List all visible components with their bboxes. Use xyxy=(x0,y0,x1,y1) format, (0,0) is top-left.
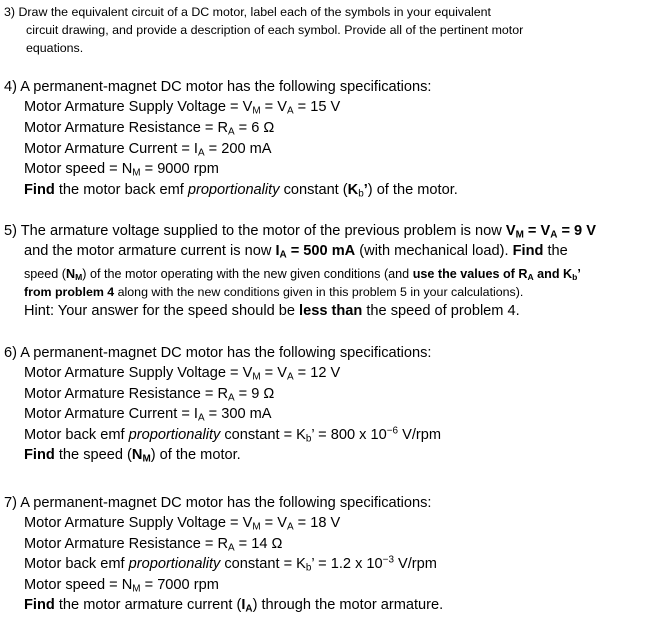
problem-7-find: Find the motor armature current $(I_A)$ through the motor armature. xyxy=(24,597,444,615)
problem-4-intro: 4) A permanent-magnet DC motor has the following specifications: xyxy=(4,79,432,95)
spec-supply-voltage: Motor Armature Supply Voltage = $V_M = V_A = 18$ V xyxy=(24,515,341,533)
spec-motor-speed: Motor speed = $N_M = 9000$ rpm xyxy=(24,161,219,179)
spec-motor-speed: Motor speed = $N_M = 7000$ rpm xyxy=(24,577,219,595)
problem-4-find: Find the motor back emf proportionality constant $(K_b’)$ of the motor. xyxy=(24,182,458,200)
problem-3-line-2: circuit drawing, and provide a description of each symbol. Provide all of the pertinent motor xyxy=(26,23,524,37)
problem-number: 3) xyxy=(4,5,16,19)
spec-back-emf-constant: Motor back emf proportionality constant = $K_b$’ = 800 x $10^{-6}$ V/rpm xyxy=(24,425,442,445)
problem-5-line-2: and the motor armature current is now $I_A = 500$ mA (with mechanical load). Find the xyxy=(24,243,568,261)
spec-supply-voltage: Motor Armature Supply Voltage = $V_M = V_A = 15$ V xyxy=(24,99,341,117)
problem-5-line-3: speed $(N_M)$ of the motor operating with the new given conditions (and use the values of $R_A$ and $K_b$’ xyxy=(24,267,581,283)
spec-armature-resistance: Motor Armature Resistance = $R_A = 9$ Ω xyxy=(24,386,275,404)
spec-armature-current: Motor Armature Current = $I_A = 200$ mA xyxy=(24,141,272,159)
spec-armature-resistance: Motor Armature Resistance = $R_A = 6$ Ω xyxy=(24,120,275,138)
spec-armature-current: Motor Armature Current = $I_A = 300$ mA xyxy=(24,406,272,424)
spec-back-emf-constant: Motor back emf proportionality constant = $K_b$’ = 1.2 x $10^{-3}$ V/rpm xyxy=(24,554,437,574)
problem-6-intro: 6) A permanent-magnet DC motor has the following specifications: xyxy=(4,345,432,361)
spec-armature-resistance: Motor Armature Resistance = $R_A = 14$ Ω xyxy=(24,536,283,554)
spec-supply-voltage: Motor Armature Supply Voltage = $V_M = V_A = 12$ V xyxy=(24,365,341,383)
problem-3-line-1 xyxy=(4,3,491,21)
problem-text: Draw the equivalent circuit of a DC motor, label each of the symbols in your equivalent xyxy=(18,5,491,19)
problem-3-line-3: equations. xyxy=(26,41,84,55)
problem-5-hint: Hint: Your answer for the speed should be less than the speed of problem 4. xyxy=(24,303,520,319)
problem-6-find: Find the speed $(N_M)$ of the motor. xyxy=(24,447,241,465)
problem-5-line-4: from problem 4 along with the new conditions given in this problem 5 in your calculations). xyxy=(24,285,524,299)
problem-5-line-1: 5) The armature voltage supplied to the motor of the previous problem is now $V_M = V_A = 9$ V xyxy=(4,223,596,241)
problem-7-intro: 7) A permanent-magnet DC motor has the following specifications: xyxy=(4,495,432,511)
